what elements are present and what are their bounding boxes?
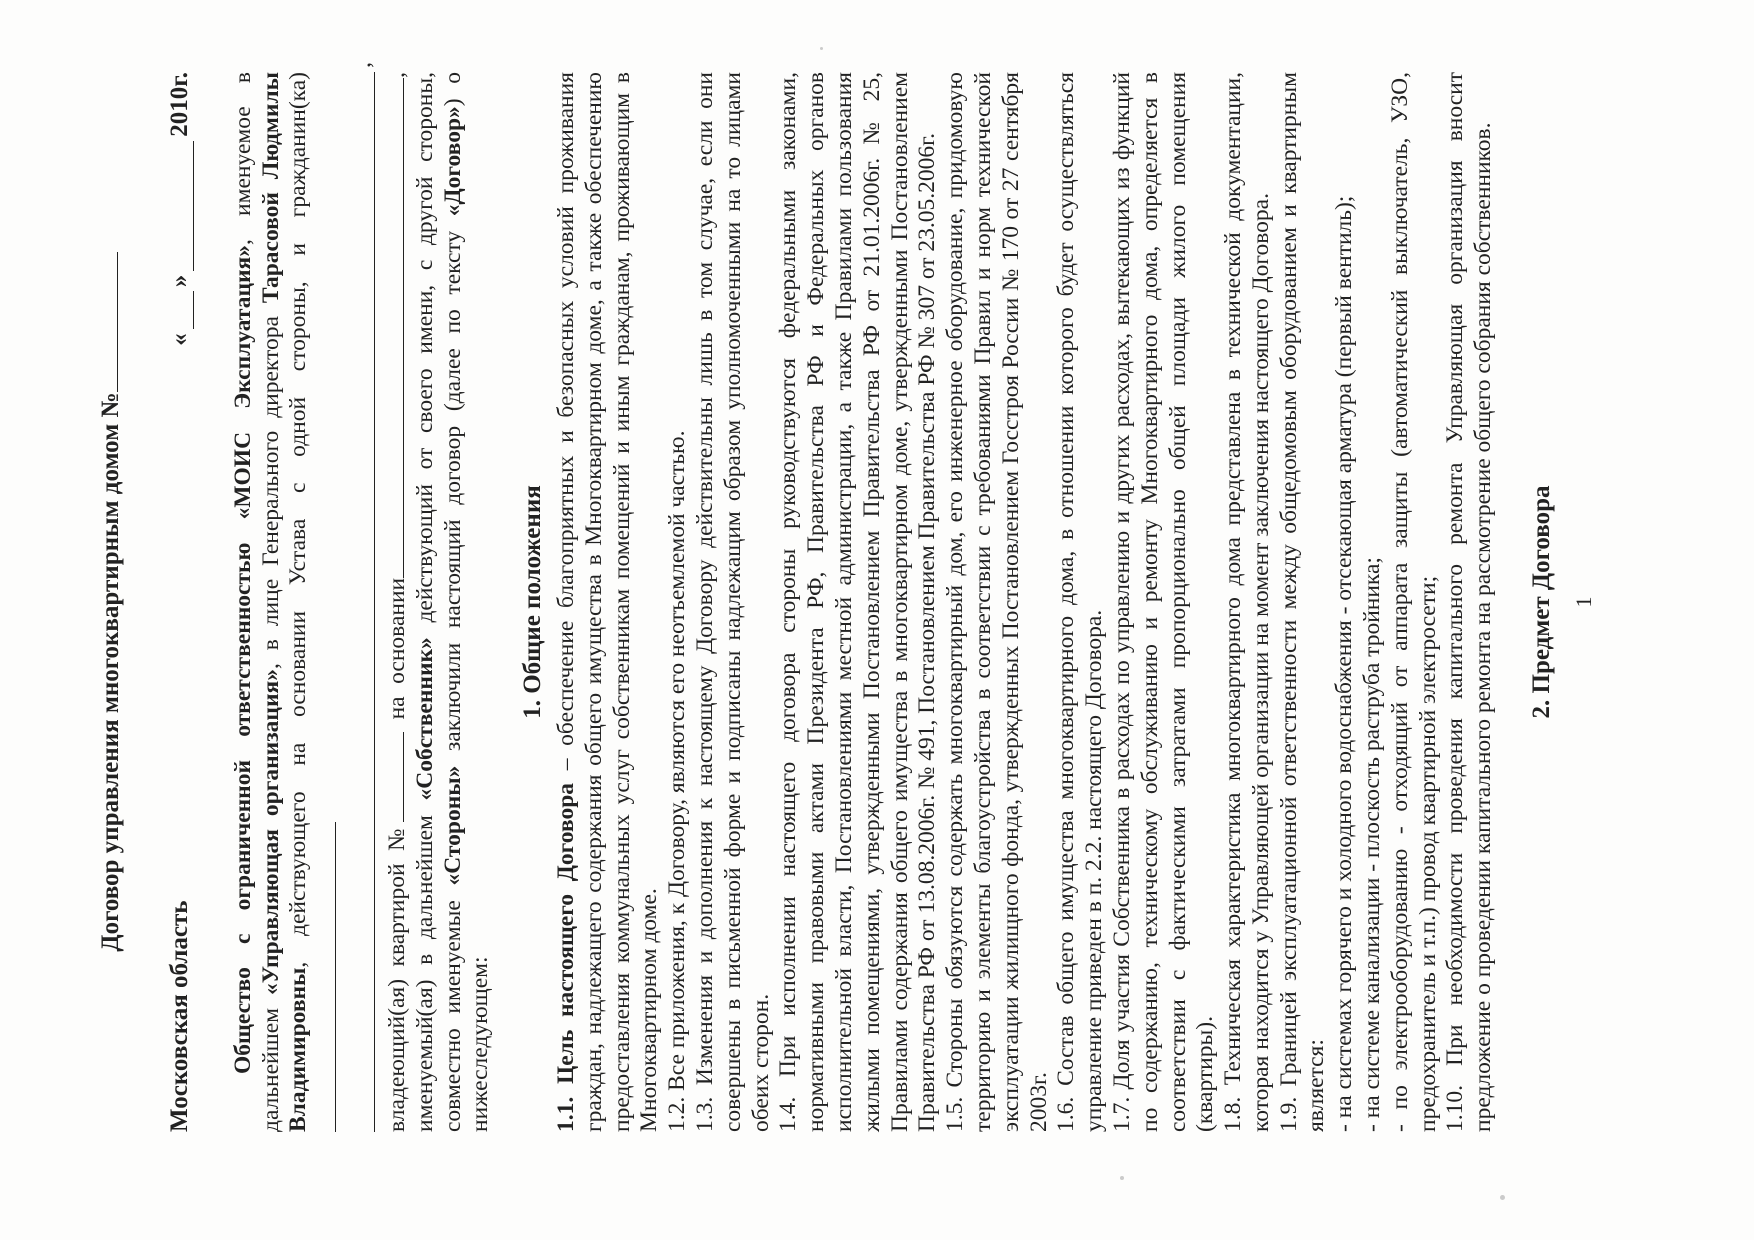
- owner-text-f: ) о нижеследующем:: [439, 72, 494, 1132]
- clause-1-7: 1.7. Доля участия Собственника в расходах по управлению и других расходах, вытекающих из функций по содержанию, техническому обслуживанию и ремонту Многоквартирного дома, определяется в соответствии с фактическими затратами пропорционально общей площади жилого помещения (квартиры).: [1108, 72, 1219, 1132]
- comma-mark-2: ,: [383, 72, 410, 78]
- intro-text-a: , именуемое в дальнейшем: [229, 72, 284, 1132]
- title-text: Договор управления многоквартирным домом №: [97, 392, 124, 952]
- owner-text-d: действующий от своего имени, с другой стороны, совместно именуемые: [411, 72, 466, 1132]
- owner-text-a: владеющий(ая) квартирой №: [383, 821, 410, 1132]
- ownership-basis-blank[interactable]: [381, 78, 404, 578]
- comma-mark: ,: [350, 62, 377, 68]
- place-label: Московская область: [166, 900, 193, 1132]
- owner-text-b: на основании: [383, 577, 410, 720]
- owner-term: «Собственник»: [411, 637, 438, 801]
- clause-1-9-bullet-2: - на системе канализации - плоскость раструба тройника;: [1359, 557, 1386, 1132]
- clause-1-1: [553, 72, 664, 1132]
- date-day-blank[interactable]: [171, 291, 194, 329]
- clause-1-10: 1.10. При необходимости проведения капитального ремонта Управляющая организация вносит предложение о проведении капитального ремонта на рассмотрение общего собрания собственников.: [1442, 72, 1497, 1132]
- clause-1-8: 1.8. Техническая характеристика многоквартирного дома представлена в технической документации, которая находится у Управляющей организации на момент заключения настоящего Договора.: [1220, 72, 1274, 1132]
- intro-text-c: , действующего на основании Устава с одной стороны, и гражданин(ка): [285, 72, 312, 968]
- apartment-number-blank[interactable]: [381, 732, 404, 822]
- scan-speck: [1120, 1176, 1124, 1180]
- clause-1-6: 1.6. Состав общего имущества многоквартирного дома, в отношении которого будет осуществляться управление приведен в п. 2.2. настоящего Договора.: [1053, 72, 1108, 1132]
- date-year: 2010г.: [166, 72, 193, 137]
- clause-1-1-text: – обеспечение благоприятных и безопасных условий проживания граждан, надлежащего содержания общего имущества в Многоквартирном доме, а также обеспечению предоставления коммунальных услуг собственникам помещений и иным гражданам, проживающим в Многоквартирном доме.: [552, 72, 663, 1132]
- org-term: «Управляющая организация»: [257, 669, 284, 996]
- clause-1-3: 1.3. Изменения и дополнения к настоящему Договору действительны лишь в том случае, если они совершены в письменной форме и подписаны надлежащим образом уполномоченными на то лицами обеих сторон.: [691, 72, 774, 1132]
- scan-speck: [1500, 1195, 1505, 1200]
- scan-speck: [820, 47, 823, 50]
- section-2-heading: 2. Предмет Договора: [1528, 485, 1556, 719]
- page-number: 1: [1570, 596, 1596, 608]
- date-open-quote: «: [166, 333, 193, 346]
- intro-text-b: , в лице Генерального директора: [257, 303, 284, 670]
- clause-1-4: 1.4. При исполнении настоящего договора стороны руководствуются федеральными законами, нормативными правовыми актами Президента РФ, Правительства РФ и Федеральных органов исполнительной власти, Постановлениями местной администрации, а также Правилами пользования жилыми помещениями, утвержденными Постановлением Правительства РФ от 21.01.2006г. № 25, Правилами содержания общего имущества в многоквартирном доме, утвержденными Постановлением Правительства РФ от 13.08.2006г. № 491, Постановлением Правительства РФ № 307 от 23.05.2006г.: [775, 72, 941, 1132]
- owner-text-e: заключили настоящий договор (далее по тексту: [439, 216, 466, 766]
- citizen-name-blank[interactable]: [313, 822, 336, 1132]
- clause-1-5: 1.5. Стороны обязуются содержать многоквартирный дом, его инженерное оборудование, придомовую территорию и элементы благоустройства в соответствии с требованиями Правил и норм технической эксплуатации жилищного фонда, утвержденных Постановлением Госстроя России № 170 от 27 сентября 2003г.: [942, 72, 1052, 1132]
- clause-1-1-lead: 1.1. Цель настоящего Договора: [552, 782, 579, 1132]
- clause-1-9-bullet-1: - на системах горячего и холодного водоснабжения - отсекающая арматура (первый вентиль);: [1331, 195, 1358, 1132]
- parties-term: «Стороны»: [439, 765, 466, 886]
- contract-term: «Договор»: [439, 106, 466, 217]
- contract-number-blank[interactable]: [95, 252, 118, 392]
- date-close-quote: »: [166, 274, 193, 288]
- company-name: Общество с ограниченной ответственностью «МОИС Эксплуатация»: [229, 245, 256, 1074]
- date-month-blank[interactable]: [171, 141, 194, 271]
- section-1-heading: 1. Общие положения: [519, 485, 547, 719]
- clause-1-2: 1.2. Все приложения, к Договору, являются его неотъемлемой частью.: [664, 430, 691, 1132]
- document-page: [95, 62, 1598, 1132]
- clause-1-9: 1.9. Границей эксплуатационной ответственности между общедомовым оборудованием и квартирным является:: [1275, 72, 1330, 1132]
- date-field: [166, 72, 194, 346]
- owner-text-c: именуемый(ая) в дальнейшем: [411, 800, 438, 1132]
- director-name: Тарасовой Людмилы Владимировны: [257, 72, 312, 1132]
- owner-paragraph: [381, 72, 495, 1132]
- place-date-row: [166, 72, 194, 1132]
- citizen-name-continuation-blank[interactable]: [348, 62, 377, 1132]
- document-title: [95, 72, 126, 1132]
- intro-paragraph: [230, 72, 344, 1132]
- clause-1-9-bullet-3: - по электрооборудованию - отходящий от аппарата защиты (автоматический выключатель, УЗО, предохранитель и т.п.) провод квартирной электросети;: [1386, 72, 1441, 1132]
